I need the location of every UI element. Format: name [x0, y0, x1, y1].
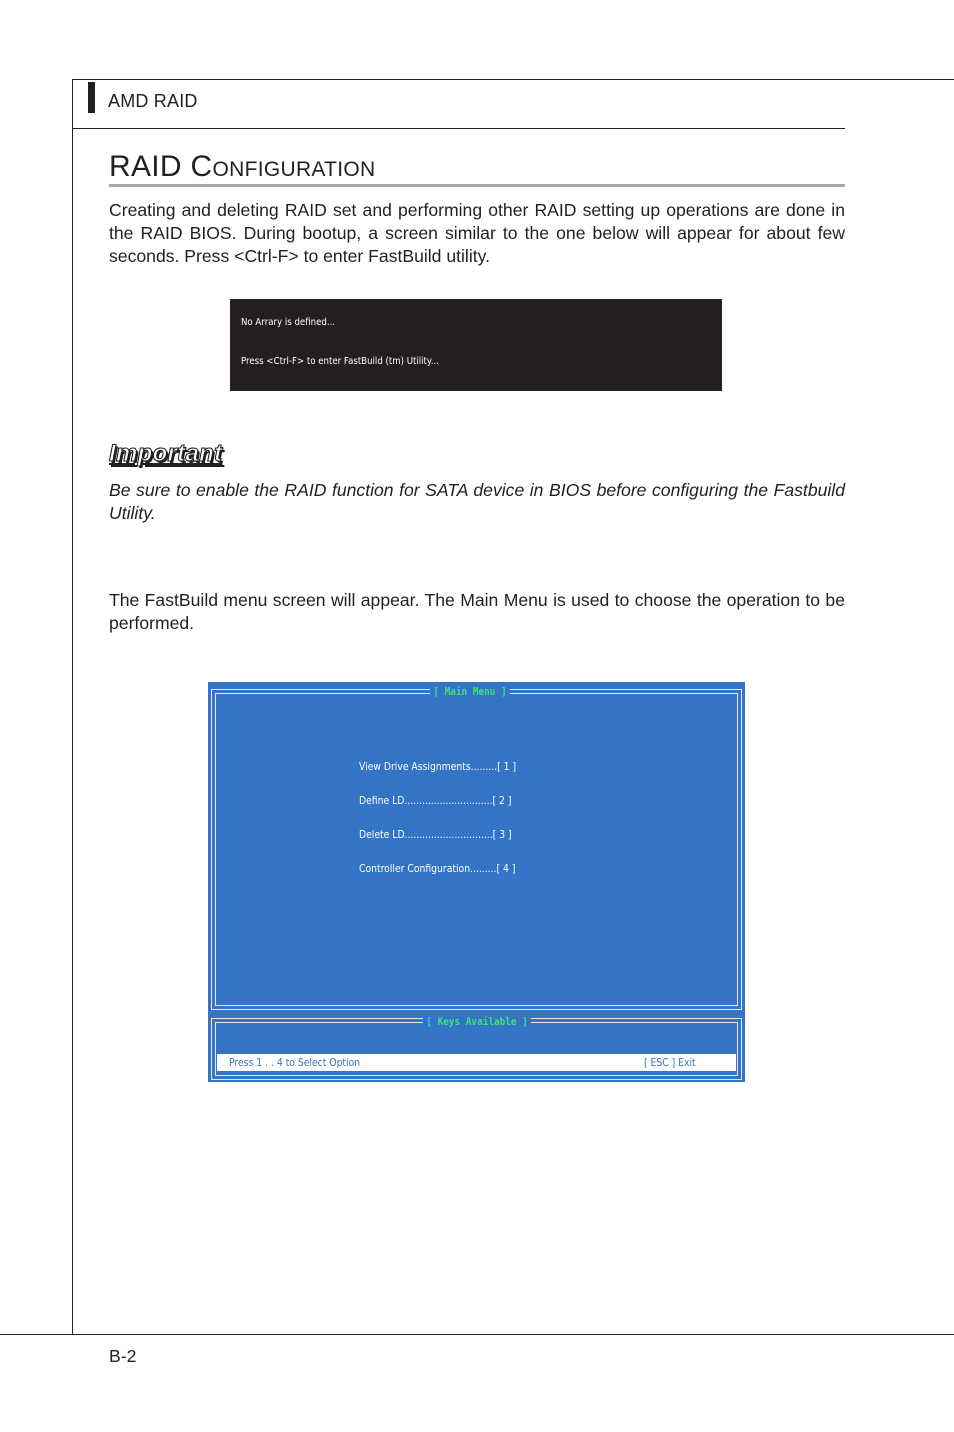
section-rule [109, 184, 845, 187]
boot-message-line: No Arrary is defined... [241, 317, 336, 328]
section-title-rest: onfiguration [212, 150, 376, 183]
boot-prompt-line: Press <Ctrl-F> to enter FastBuild (tm) Utility... [241, 356, 439, 367]
keys-strip [217, 1054, 736, 1071]
page-frame-left-line [72, 79, 73, 1335]
boot-screen-image [230, 299, 722, 391]
esc-exit-hint[interactable]: [ ESC ] Exit [644, 1056, 696, 1069]
menu-item-define-ld[interactable]: Define LD..............................[ 2 ] [359, 794, 512, 807]
page-frame-bottom-line [0, 1334, 954, 1335]
menu-item-controller-configuration[interactable]: Controller Configuration.........[ 4 ] [359, 862, 516, 875]
running-header: AMD RAID [108, 91, 198, 111]
header-rule [72, 128, 845, 129]
menu-item-view-drive-assignments[interactable]: View Drive Assignments.........[ 1 ] [359, 760, 517, 773]
section-title [109, 150, 376, 184]
intro-paragraph: Creating and deleting RAID set and performing other RAID setting up operations are done in the RAID BIOS. During bootup, a screen similar to the one below will appear for about few seconds. Press <Ctrl-F> to enter FastBuild utility. [109, 200, 845, 266]
fastbuild-main-menu-screen [208, 682, 745, 1082]
main-menu-label: [ Main Menu ] [430, 685, 510, 698]
important-heading: Important [109, 440, 223, 467]
fastbuild-paragraph: The FastBuild menu screen will appear. The Main Menu is used to choose the operation to be performed. [109, 590, 845, 633]
keys-available-label: [ Keys Available ] [423, 1015, 531, 1028]
main-menu-frame-inner [215, 693, 738, 1006]
select-option-hint: Press 1 . . 4 to Select Option [229, 1056, 361, 1069]
important-note: Be sure to enable the RAID function for SATA device in BIOS before configuring the Fastbuild Utility. [109, 480, 845, 523]
section-title-initial: C [190, 150, 213, 183]
page-number: B-2 [109, 1346, 137, 1366]
page-frame-top-line [72, 79, 954, 80]
menu-item-delete-ld[interactable]: Delete LD..............................[ 3 ] [359, 828, 512, 841]
header-marker-bar [88, 82, 95, 113]
section-title-word: RAID [109, 150, 191, 183]
